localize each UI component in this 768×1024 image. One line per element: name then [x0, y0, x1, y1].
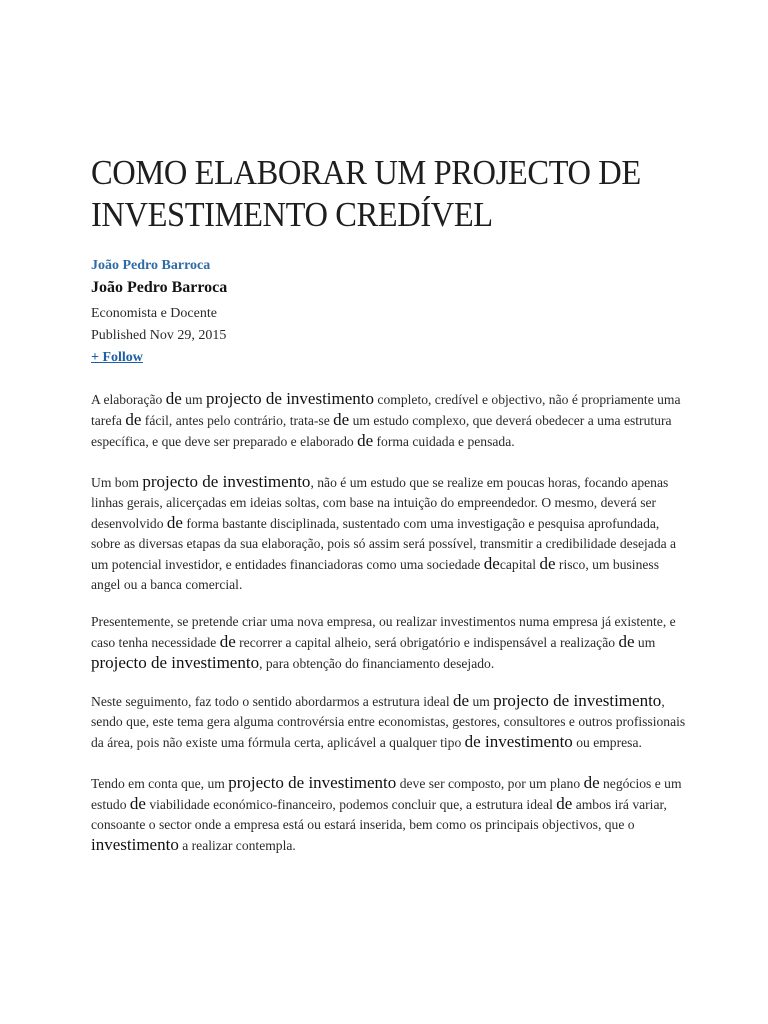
text-run: a realizar contempla. — [178, 838, 296, 853]
text-run: risco, um business angel ou a banca comercial. — [91, 557, 659, 592]
text-run: um estudo complexo, que deverá obedecer a uma estrutura específica, e que deve ser preparado e elaborado — [91, 413, 672, 449]
author-name: João Pedro Barroca — [91, 279, 228, 296]
text-run: ambos irá variar, consoante o sector onde a empresa está ou estará inserida, bem como os principais objectivos, que o — [91, 797, 667, 832]
text-run: Um bom — [91, 475, 143, 490]
emphasized-term: de investimento — [464, 732, 573, 751]
emphasized-term: de — [483, 554, 500, 573]
paragraph — [91, 691, 691, 753]
text-run: , não é um estudo que se realize em poucas horas, focando apenas linhas gerais, alicerçadas em ideias soltas, com base na intuição do empreendedor. O mesmo, deverá ser desenvolvido — [91, 475, 669, 531]
text-run: negócios e um estudo — [91, 776, 682, 812]
emphasized-term: projecto de investimento — [205, 389, 375, 408]
text-run: capital — [499, 557, 540, 572]
article-body — [91, 389, 691, 856]
text-run: completo, credível e objectivo, não é propriamente uma tarefa — [91, 392, 681, 428]
text-run: , para obtenção do financiamento desejado. — [259, 656, 495, 671]
emphasized-term: projecto de investimento — [91, 653, 260, 672]
follow-button[interactable]: + Follow — [91, 350, 143, 365]
emphasized-term: de — [129, 794, 146, 813]
emphasized-term: de — [357, 431, 374, 450]
emphasized-term: de — [539, 554, 556, 573]
text-run: Tendo em conta que, um — [91, 776, 229, 791]
emphasized-term: investimento — [91, 835, 179, 854]
text-run: forma cuidada e pensada. — [373, 434, 515, 449]
text-run: A elaboração — [91, 392, 166, 407]
paragraph — [91, 472, 691, 595]
text-run: recorrer a capital alheio, será obrigatório e indispensável a realização — [235, 635, 619, 650]
text-run: viabilidade económico-financeiro, podemos concluir que, a estrutura ideal — [145, 797, 557, 812]
paragraph — [91, 612, 691, 674]
author-link[interactable]: João Pedro Barroca — [91, 258, 211, 273]
text-run: fácil, antes pelo contrário, trata-se — [141, 413, 334, 428]
emphasized-term: de — [453, 691, 470, 710]
text-run: ou empresa. — [572, 735, 642, 750]
emphasized-term: de — [556, 794, 573, 813]
emphasized-term: de — [583, 773, 600, 792]
text-run: Neste seguimento, faz todo o sentido abordarmos a estrutura ideal — [91, 694, 454, 709]
paragraph — [91, 773, 691, 856]
emphasized-term: de — [618, 632, 635, 651]
emphasized-term: de — [166, 513, 183, 532]
published-date: Published Nov 29, 2015 — [91, 328, 227, 343]
article — [91, 152, 691, 856]
text-run: um — [181, 392, 206, 407]
article-title: COMO ELABORAR UM PROJECTO DE INVESTIMENTO CREDÍVEL — [91, 154, 641, 235]
emphasized-term: projecto de investimento — [142, 472, 311, 491]
emphasized-term: projecto de investimento — [228, 773, 397, 792]
emphasized-term: de — [333, 410, 350, 429]
emphasized-term: de — [125, 410, 142, 429]
text-run: um — [469, 694, 494, 709]
emphasized-term: de — [165, 389, 182, 408]
paragraph — [91, 389, 691, 452]
emphasized-term: projecto de investimento — [493, 691, 662, 710]
text-run: um — [634, 635, 656, 650]
text-run: deve ser composto, por um plano — [396, 776, 584, 791]
author-role: Economista e Docente — [91, 306, 217, 321]
emphasized-term: de — [219, 632, 236, 651]
text-run: Presentemente, se pretende criar uma nova empresa, ou realizar investimentos numa empresa já existente, e caso tenha necessidade — [91, 614, 676, 650]
text-run: , sendo que, este tema gera alguma controvérsia entre economistas, gestores, consultores e outros profissionais da área, pois não existe uma fórmula certa, aplicável a qualquer tipo — [91, 694, 686, 750]
text-run: forma bastante disciplinada, sustentado com uma investigação e pesquisa aprofundada, sobre as diversas etapas da sua elaboração, pois só assim será possível, transmitir a credibilidade desejada a um potencial investidor, e entidades financiadoras como uma sociedade — [91, 516, 677, 572]
